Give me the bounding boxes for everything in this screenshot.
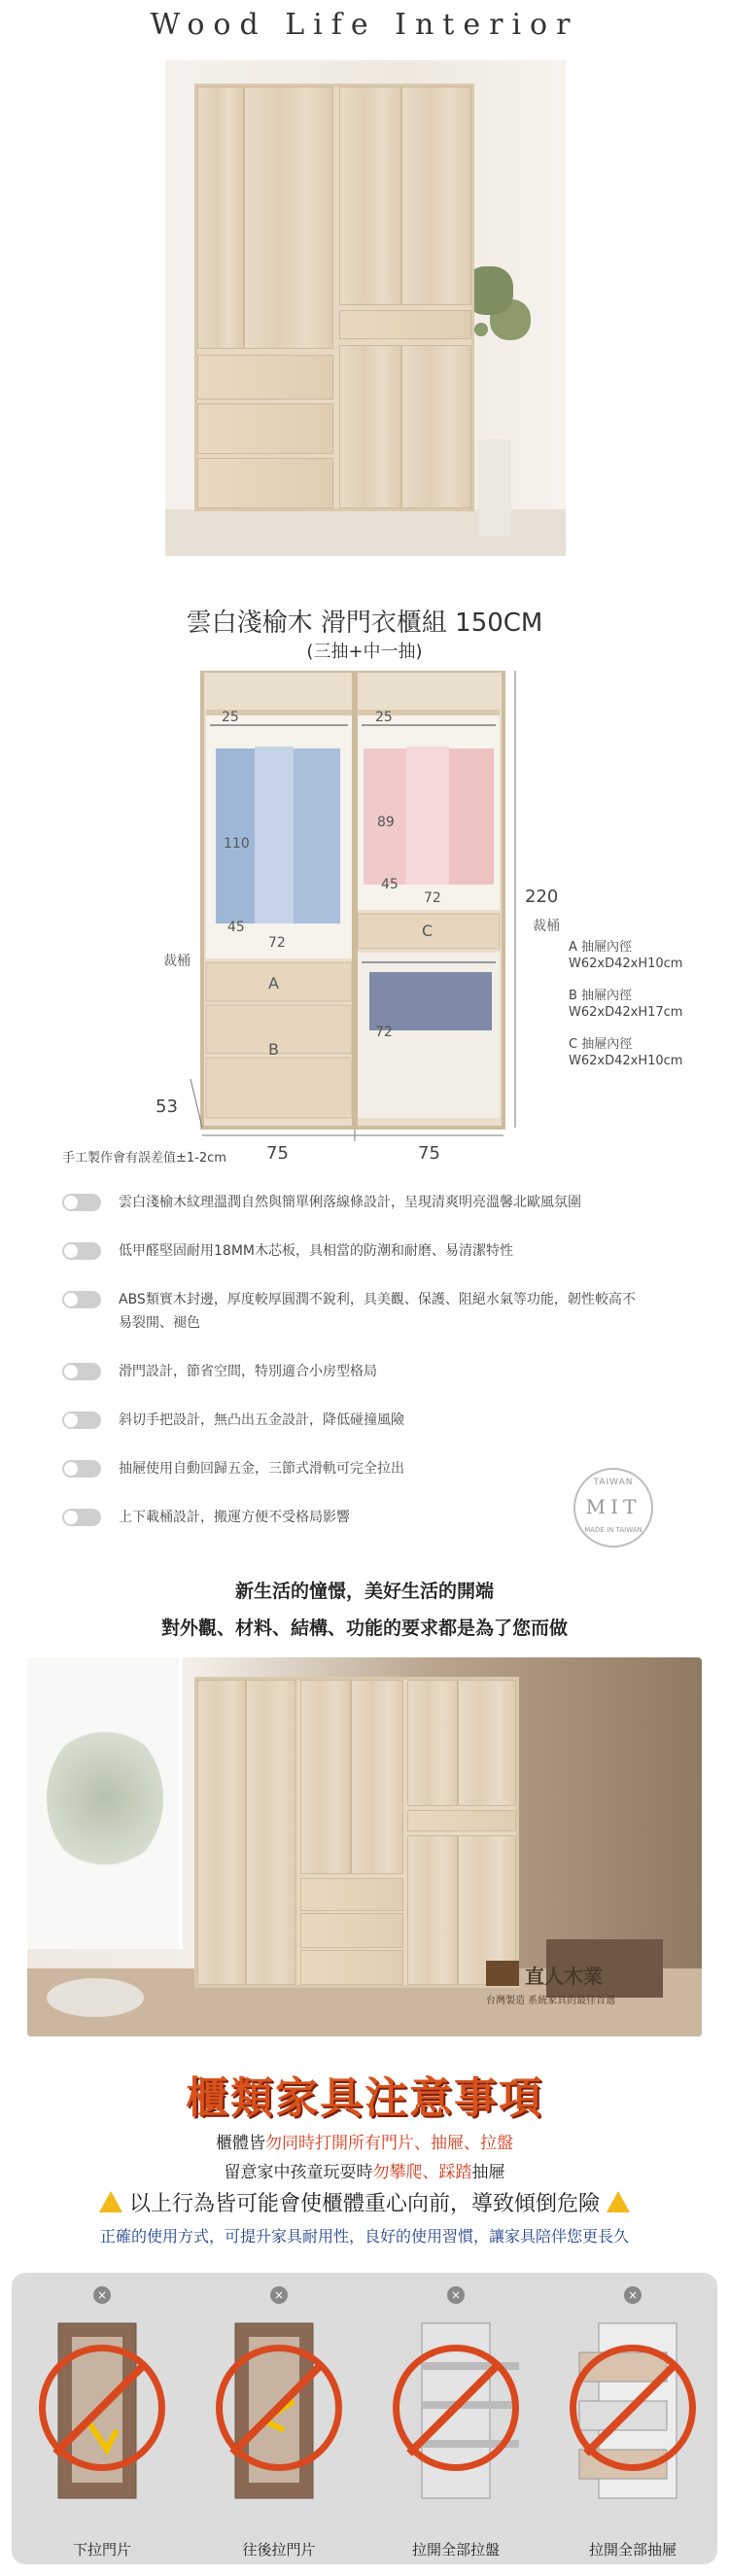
- room-door-1: [197, 1680, 246, 1985]
- feature-text: 上下載桶設計，搬運方便不受格局影響: [119, 1510, 350, 1525]
- room-wardrobe: [194, 1677, 519, 1988]
- toggle-icon: [62, 1460, 101, 1478]
- plant-decoration: [474, 323, 488, 336]
- feature-text: 滑門設計，節省空間，特別適合小房型格局: [119, 1364, 377, 1379]
- drawer-3: [197, 458, 333, 508]
- warning-line-2-end: 抽屜: [471, 2163, 505, 2182]
- room-middle-drawer: [407, 1810, 516, 1831]
- label-rail-right: 裁桶: [533, 919, 560, 934]
- left-door-b: [244, 87, 333, 349]
- warning-triangle-icon: [99, 2191, 122, 2212]
- feature-item: [62, 1409, 645, 1432]
- product-title: 雲白淺榆木 滑門衣櫃組 150CM: [186, 609, 543, 638]
- spec-a: [569, 939, 682, 972]
- warning-title: 櫃類家具注意事項: [186, 2073, 543, 2123]
- label-drawer-a: A: [268, 974, 279, 992]
- room-door-7: [407, 1835, 458, 1985]
- label-rail-left: 裁桶: [163, 954, 191, 969]
- warning-card-caption: 拉開全部拉盤: [411, 2541, 500, 2559]
- feature-item: [62, 1360, 645, 1383]
- logo-mark-icon: [486, 1961, 519, 1986]
- warning-subtext: 正確的使用方式，可提升家具耐用性，良好的使用習慣，讓家具陪伴您更長久: [99, 2227, 629, 2245]
- hero-product-photo: [165, 60, 566, 556]
- warning-card-caption: 往後拉門片: [242, 2541, 316, 2559]
- warning-card-caption: 下拉門片: [72, 2541, 131, 2559]
- warning-card: [196, 2286, 362, 2559]
- dim-right-hang: 89: [377, 815, 395, 830]
- mit-main: MIT: [585, 1495, 642, 1518]
- dim-right-shelf: 45: [381, 877, 399, 892]
- warning-card: [373, 2286, 538, 2559]
- brand-logo: [486, 1959, 632, 2007]
- warning-line-1-highlight: 勿同時打開所有門片、抽屜、拉盤: [265, 2134, 513, 2153]
- plant-pot: [478, 439, 511, 537]
- warning-triangle-icon: [607, 2191, 630, 2212]
- hero-wardrobe: [194, 84, 474, 511]
- warning-card-caption: 拉開全部抽屜: [588, 2541, 677, 2559]
- spec-b-title: B 抽屜內徑: [569, 989, 633, 1003]
- prohibited-icon: [216, 2345, 342, 2471]
- feature-text: 抽屜使用自動回歸五金，三節式滑軌可完全拉出: [119, 1461, 404, 1477]
- room-drawer-3: [300, 1950, 403, 1985]
- warning-line-2-text: 留意家中孩童玩耍時: [224, 2163, 373, 2182]
- room-drawer-1: [300, 1878, 403, 1911]
- mit-bottom: MADE IN TAIWAN: [584, 1526, 642, 1534]
- drawer-1: [197, 355, 333, 400]
- prohibited-icon: [393, 2345, 519, 2471]
- close-icon: ×: [93, 2286, 111, 2304]
- product-subtitle: (三抽+中一抽): [306, 642, 423, 662]
- room-door-3: [300, 1680, 351, 1874]
- room-door-6: [458, 1680, 516, 1806]
- rug: [47, 1978, 144, 2017]
- slogan-line-1: 新生活的憧憬，美好生活的開端: [234, 1581, 494, 1602]
- warning-card: [550, 2286, 715, 2559]
- dim-drawer-section: 72: [375, 1025, 393, 1040]
- close-icon: ×: [270, 2286, 288, 2304]
- close-icon: ×: [624, 2286, 642, 2304]
- toggle-icon: [62, 1291, 101, 1308]
- feature-item: [62, 1191, 645, 1214]
- warning-cards-panel: [12, 2273, 717, 2564]
- dim-top-right: 25: [375, 710, 393, 725]
- spec-b-size: W62xD42xH17cm: [569, 1005, 683, 1020]
- close-icon: ×: [447, 2286, 465, 2304]
- dim-hang-height: 110: [224, 836, 250, 852]
- toggle-icon: [62, 1363, 101, 1380]
- warning-line-1: [0, 2129, 729, 2153]
- tree-outside: [47, 1725, 163, 1871]
- drawer-2: [197, 403, 333, 454]
- dim-width-right: 75: [418, 1143, 440, 1164]
- right-door-bottom-b: [401, 345, 471, 508]
- feature-list: [62, 1191, 645, 1529]
- warning-line-1-text: 櫃體皆: [216, 2134, 265, 2153]
- toggle-icon: [62, 1194, 101, 1211]
- feature-item: [62, 1288, 645, 1335]
- warning-line-2-highlight: 勿攀爬、踩踏: [372, 2163, 472, 2182]
- middle-drawer: [339, 310, 471, 339]
- prohibited-icon: [570, 2345, 696, 2471]
- feature-item: [62, 1506, 645, 1529]
- right-door-top-a: [339, 87, 401, 305]
- spec-a-title: A 抽屜內徑: [569, 940, 633, 955]
- toggle-icon: [62, 1242, 101, 1260]
- dim-left-shelf: 45: [227, 920, 245, 935]
- prohibited-icon: [39, 2345, 165, 2471]
- spec-c-size: W62xD42xH10cm: [569, 1054, 683, 1068]
- logo-sub: 台灣製造 系統家具的最佳首選: [486, 1996, 616, 2006]
- dim-height: 220: [525, 887, 559, 907]
- mit-top: TAIWAN: [593, 1478, 634, 1487]
- spec-c: [569, 1036, 682, 1069]
- room-door-2: [246, 1680, 296, 1985]
- dim-top-left: 25: [222, 710, 239, 725]
- slogan-line-2: 對外觀、材料、結構、功能的要求都是為了您而做: [160, 1618, 568, 1639]
- toggle-icon: [62, 1509, 101, 1526]
- spec-c-title: C 抽屜內徑: [569, 1037, 633, 1052]
- warning-line-2: [0, 2158, 729, 2182]
- dim-right-mid: 72: [424, 890, 441, 906]
- dim-left-mid: 72: [268, 935, 286, 951]
- feature-text: 低甲醛堅固耐用18MM木芯板，具相當的防潮和耐磨、易清潔特性: [119, 1243, 513, 1259]
- warning-main-text: 以上行為皆可能會使櫃體重心向前，導致傾倒危險: [128, 2192, 600, 2216]
- wardrobe-diagram-svg: [0, 671, 729, 1147]
- room-door-5: [407, 1680, 458, 1806]
- feature-text: ABS類實木封邊，厚度較厚圓潤不銳利，具美觀、保護、阻絕水氣等功能，韌性較高不易裂開、褪色: [119, 1292, 636, 1331]
- feature-item: [62, 1239, 645, 1263]
- warning-main: [0, 2187, 729, 2217]
- dim-depth: 53: [156, 1097, 178, 1117]
- feature-text: 斜切手把設計，無凸出五金設計，降低碰撞風險: [119, 1412, 404, 1428]
- toggle-icon: [62, 1411, 101, 1429]
- left-door-a: [197, 87, 244, 349]
- right-door-bottom-a: [339, 345, 401, 508]
- label-drawer-c: C: [422, 922, 434, 940]
- dim-width-left: 75: [266, 1143, 289, 1164]
- tolerance-note: 手工製作會有誤差值±1-2cm: [62, 1151, 226, 1166]
- brand-title: Wood Life Interior: [150, 8, 579, 42]
- feature-item: [62, 1457, 645, 1480]
- room-drawer-2: [300, 1913, 403, 1948]
- logo-name: 直人木業: [525, 1965, 603, 1988]
- spec-b: [569, 988, 682, 1021]
- feature-text: 雲白淺榆木紋理溫潤自然與簡單俐落線條設計，呈現清爽明亮溫馨北歐風氛圍: [119, 1195, 581, 1210]
- right-door-top-b: [401, 87, 471, 305]
- room-door-4: [351, 1680, 403, 1874]
- warning-card: [19, 2286, 185, 2559]
- label-drawer-b: B: [268, 1040, 279, 1059]
- mit-seal: [573, 1468, 653, 1548]
- spec-a-size: W62xD42xH10cm: [569, 957, 683, 971]
